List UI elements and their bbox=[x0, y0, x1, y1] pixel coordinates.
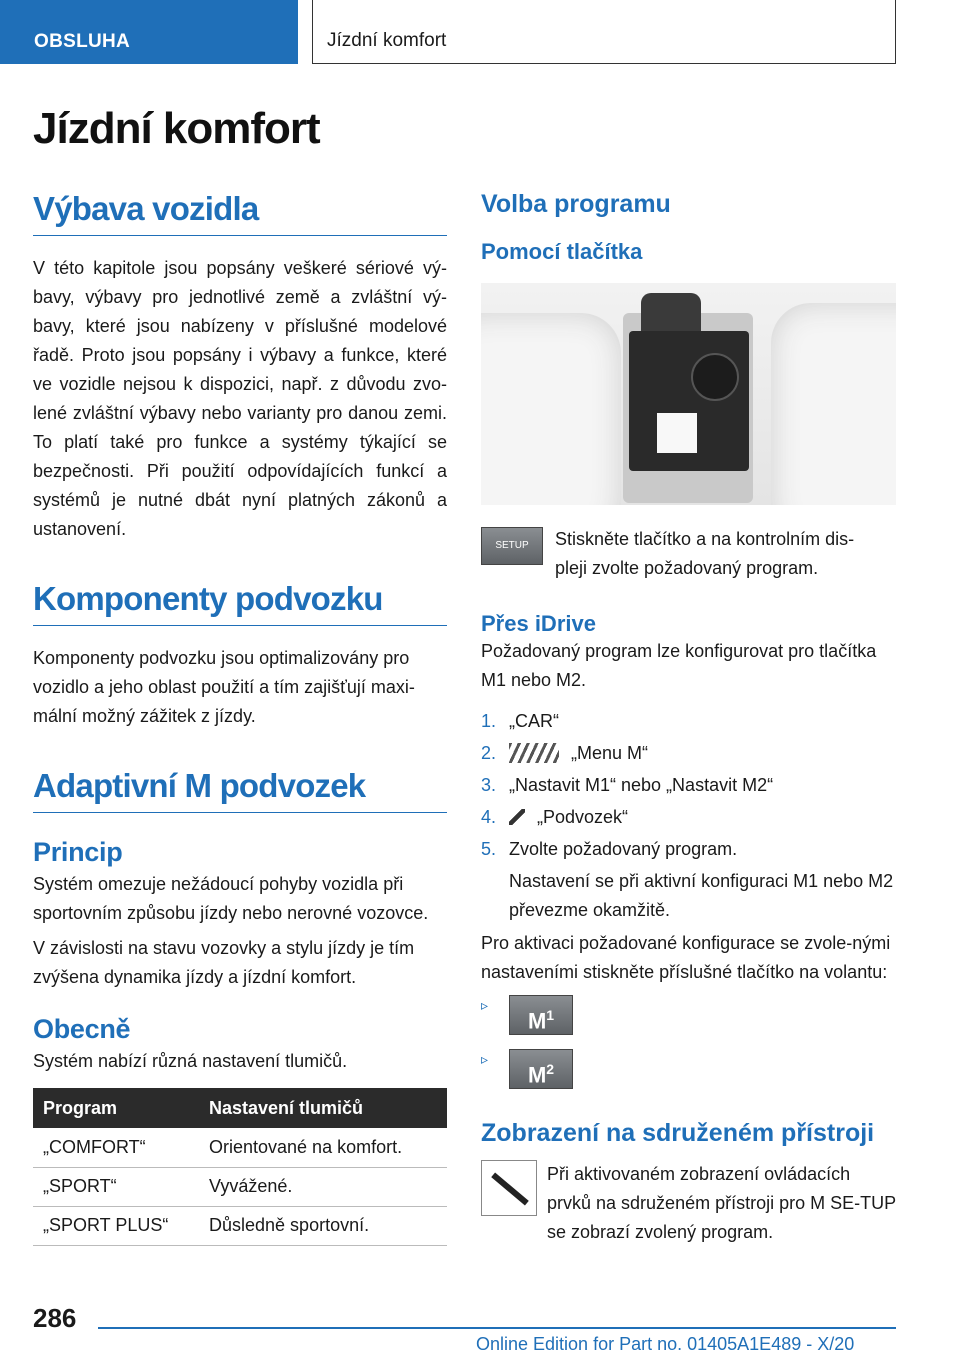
m-menu-icon bbox=[509, 743, 559, 763]
page-number: 286 bbox=[33, 1303, 77, 1333]
step-list bbox=[481, 705, 896, 925]
equipment-heading: Výbava vozidla bbox=[33, 190, 447, 236]
right-column bbox=[481, 190, 896, 1247]
m1-button-icon: $M^1$ bbox=[509, 995, 573, 1035]
chassis-text: Komponenty podvozku jsou optimalizovány pro vozidlo a jeho oblast použití a tím zajišťují maxi-mální možný zážitek z jízdy. bbox=[33, 648, 415, 726]
m2-button-icon: $M^2$ bbox=[509, 1049, 573, 1089]
table-cell-program: „SPORT PLUS“ bbox=[33, 1206, 199, 1245]
step-5-note: Nastavení se při aktivní konfiguraci M1 nebo M2 převezme okamžitě. bbox=[509, 871, 894, 920]
table-cell-setting: Důsledně sportovní. bbox=[199, 1206, 447, 1245]
bullet-marker: ▹ bbox=[481, 1051, 489, 1067]
shock-absorber-icon bbox=[509, 809, 525, 825]
program-heading: Volba programu bbox=[481, 190, 671, 218]
list-item: 1. „CAR“ bbox=[481, 711, 559, 731]
adaptive-heading: Adaptivní M podvozek bbox=[33, 767, 447, 813]
principle-heading: Princip bbox=[33, 837, 123, 867]
idrive-heading: Přes iDrive bbox=[481, 611, 596, 636]
setup-text: Stiskněte tlačítko a na kontrolním dis-pleji zvolte požadovaný program. bbox=[555, 529, 855, 578]
center-console-photo bbox=[481, 283, 896, 505]
general-text: Systém nabízí různá nastavení tlumičů. bbox=[33, 1051, 348, 1071]
footer-edition: Online Edition for Part no. 01405A1E489 - X/20 bbox=[476, 1334, 855, 1354]
damper-table bbox=[33, 1088, 447, 1246]
general-heading: Obecně bbox=[33, 1014, 131, 1044]
list-item: 4. „Podvozek“ bbox=[481, 807, 629, 827]
idrive-text: Požadovaný program lze konfigurovat pro tlačítka M1 nebo M2. bbox=[481, 641, 877, 690]
list-item: 5. Zvolte požadovaný program. bbox=[481, 839, 738, 859]
table-header-row bbox=[33, 1088, 447, 1128]
principle-text-1: Systém omezuje nežádoucí pohyby vozidla při sportovním způsobu jízdy nebo nerovné vozovce. bbox=[33, 874, 429, 923]
table-cell-program: „COMFORT“ bbox=[33, 1128, 199, 1167]
display-text: Při aktivovaném zobrazení ovládacích prvků na sdruženém přístroji pro M SE-TUP se zobrazí zvolený program. bbox=[547, 1164, 896, 1242]
left-column bbox=[33, 190, 447, 1246]
bullet-marker: ▹ bbox=[481, 997, 489, 1013]
shock-absorber-icon bbox=[481, 1160, 537, 1216]
table-cell-setting: Orientované na komfort. bbox=[199, 1128, 447, 1167]
chapter-header: Jízdní komfort bbox=[312, 0, 896, 64]
table-row bbox=[33, 1167, 447, 1206]
footer-divider bbox=[98, 1327, 896, 1329]
table-row bbox=[33, 1206, 447, 1245]
idrive-controller-icon bbox=[691, 353, 739, 401]
page-title: Jízdní komfort bbox=[33, 104, 320, 153]
section-tab: OBSLUHA bbox=[0, 0, 298, 64]
table-header-setting: Nastavení tlumičů bbox=[199, 1088, 447, 1128]
list-item: 2. „Menu M“ bbox=[481, 743, 649, 763]
activation-text: Pro aktivaci požadované konfigurace se zvole-nými nastaveními stiskněte příslušné tlačítko na volantu: bbox=[481, 933, 891, 982]
setup-button-icon: SETUP bbox=[481, 527, 543, 565]
equipment-text: V této kapitole jsou popsány veškeré sériové vý-bavy, výbavy pro jednotlivé země a zvláštní vý-bavy, které jsou nabízeny v příslušné modelové řadě. Proto jsou popsány i výbavy a funkce, které ve vozidle nejsou k dispozici, např. z důvodu zvo-lené zvláštní výbavy nebo varianty pro danou zemi. To platí také pro funkce a systémy týkající se bezpečnosti. Při použití odpovídajících funkcí a systémů je nutné dbát nyní platných zákonů a ustanovení. bbox=[33, 258, 447, 539]
table-cell-program: „SPORT“ bbox=[33, 1167, 199, 1206]
table-row bbox=[33, 1128, 447, 1167]
display-heading: Zobrazení na sdruženém přístroji bbox=[481, 1119, 875, 1147]
table-header-program: Program bbox=[33, 1088, 199, 1128]
table-cell-setting: Vyvážené. bbox=[199, 1167, 447, 1206]
principle-text-2: V závislosti na stavu vozovky a stylu jízdy je tím zvýšena dynamika jízdy a jízdní komfort. bbox=[33, 938, 415, 987]
chassis-heading: Komponenty podvozku bbox=[33, 580, 447, 626]
button-heading: Pomocí tlačítka bbox=[481, 239, 643, 264]
list-item: 3. „Nastavit M1“ nebo „Nastavit M2“ bbox=[481, 775, 774, 795]
